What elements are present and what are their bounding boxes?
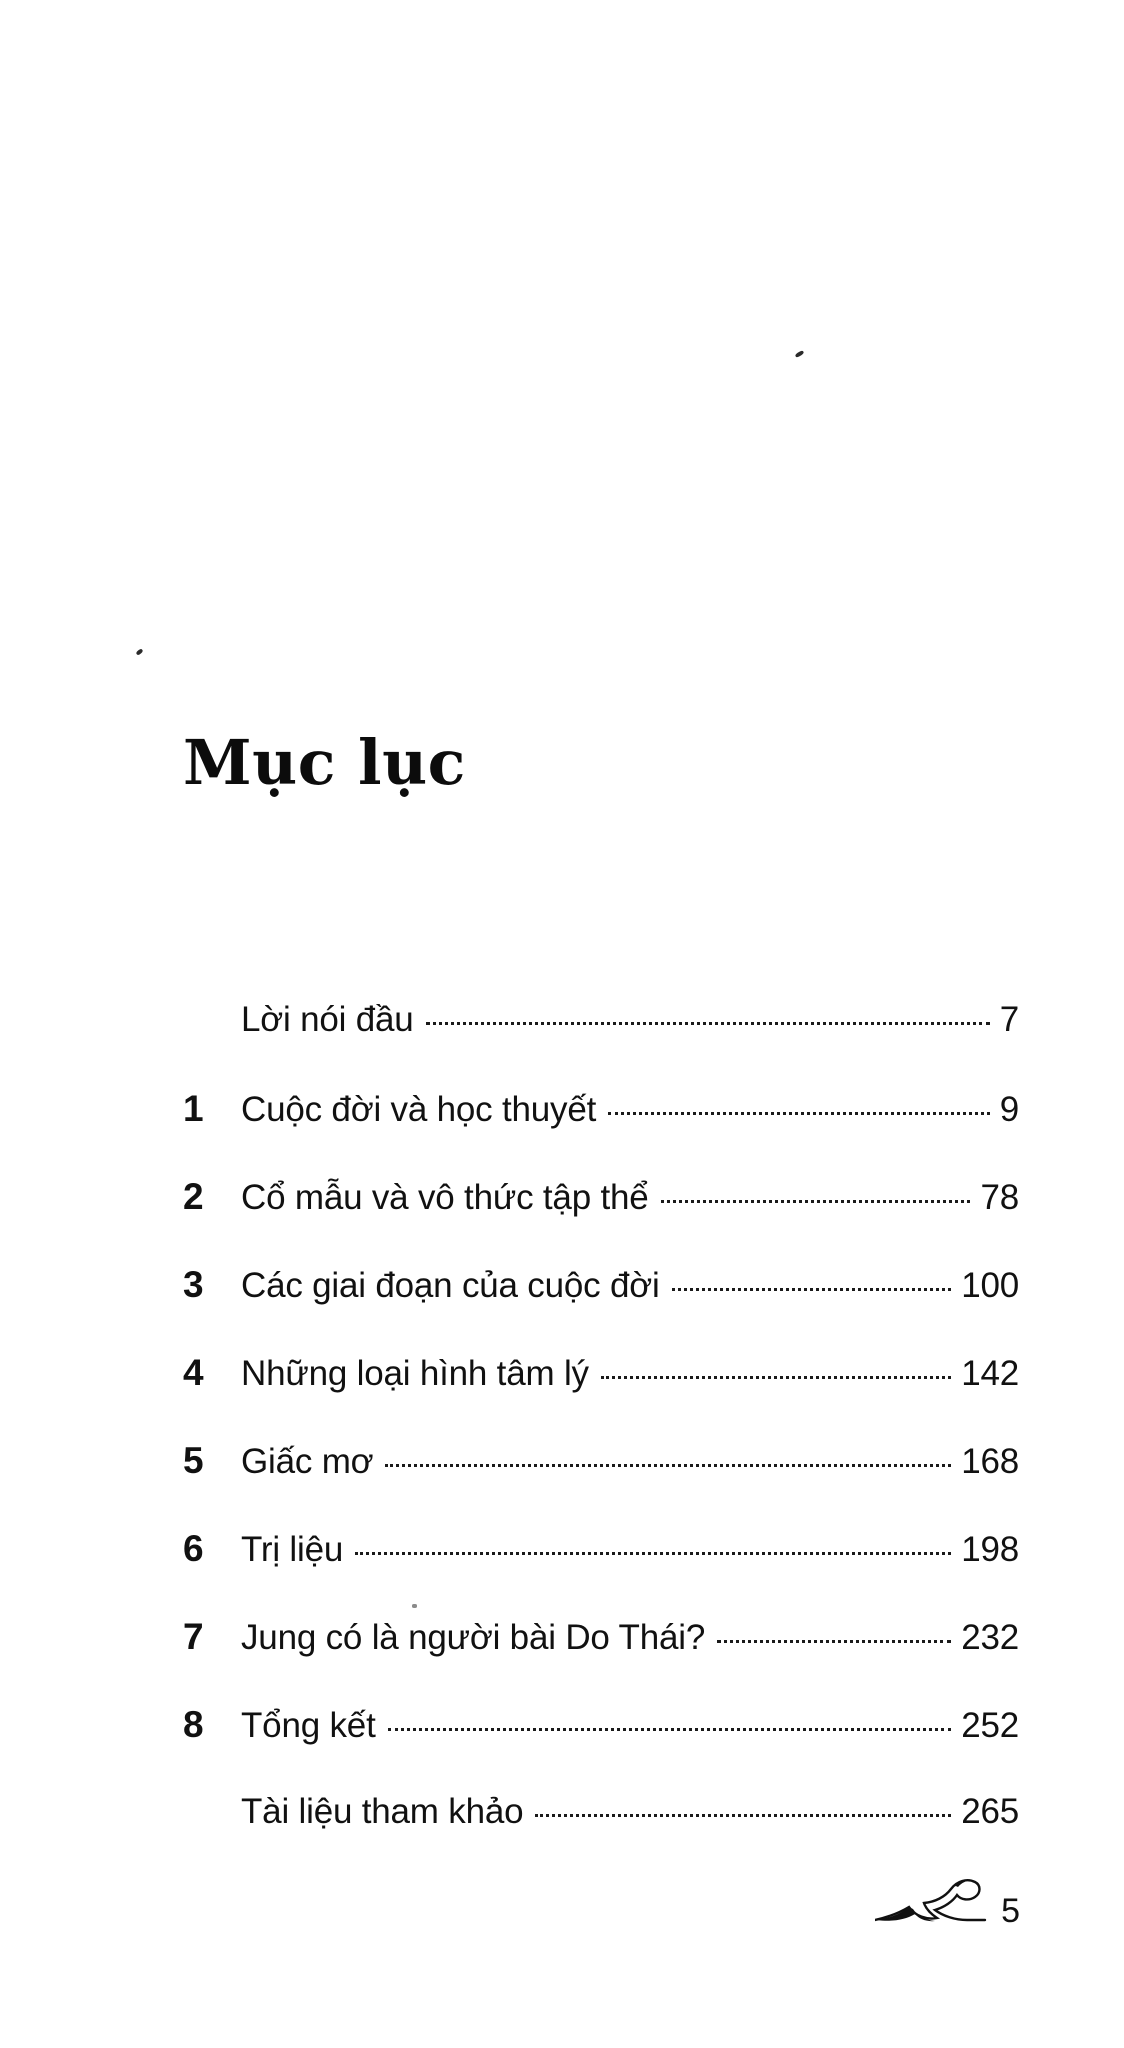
toc-entry-preface[interactable] (183, 1000, 1019, 1088)
toc-entry-page: 232 (961, 1618, 1019, 1657)
toc-entry-page: 78 (980, 1178, 1019, 1217)
page-footer (875, 1876, 1020, 1932)
toc-leader-dots (355, 1552, 951, 1555)
table-of-contents (183, 1000, 1019, 1880)
toc-entry-4[interactable] (183, 1352, 1019, 1440)
toc-entry-page: 168 (961, 1442, 1019, 1481)
toc-leader-dots (672, 1288, 952, 1291)
toc-entry-8[interactable] (183, 1704, 1019, 1792)
toc-entry-label: Cổ mẫu và vô thức tập thể (241, 1178, 649, 1217)
page-number: 5 (1001, 1892, 1020, 1930)
toc-entry-label: Trị liệu (241, 1530, 344, 1569)
toc-entry-number: 4 (183, 1352, 204, 1393)
toc-entry-number: 3 (183, 1264, 204, 1305)
toc-entry-5[interactable] (183, 1440, 1019, 1528)
toc-entry-page: 7 (999, 1000, 1019, 1039)
toc-entry-label: Những loại hình tâm lý (241, 1354, 589, 1393)
toc-entry-number: 2 (183, 1176, 204, 1217)
toc-entry-page: 100 (961, 1266, 1019, 1305)
toc-entry-2[interactable] (183, 1176, 1019, 1264)
toc-leader-dots (601, 1376, 951, 1379)
toc-entry-page: 252 (961, 1706, 1019, 1745)
toc-entry-number: 5 (183, 1440, 204, 1481)
toc-leader-dots (385, 1464, 951, 1467)
quill-flourish-icon (875, 1876, 993, 1932)
toc-entry-number: 7 (183, 1616, 204, 1657)
toc-entry-label: Tài liệu tham khảo (241, 1792, 524, 1831)
toc-entry-label: Tổng kết (241, 1706, 376, 1745)
toc-leader-dots (535, 1814, 951, 1817)
toc-entry-page: 142 (961, 1354, 1019, 1393)
toc-entry-1[interactable] (183, 1088, 1019, 1176)
toc-leader-dots (388, 1728, 952, 1731)
toc-entry-page: 9 (999, 1090, 1019, 1129)
toc-entry-3[interactable] (183, 1264, 1019, 1352)
toc-entry-label: Các giai đoạn của cuộc đời (241, 1266, 660, 1305)
toc-entry-page: 198 (961, 1530, 1019, 1569)
toc-leader-dots (608, 1112, 990, 1115)
toc-entry-label: Cuộc đời và học thuyết (241, 1090, 597, 1129)
toc-entry-number: 8 (183, 1704, 204, 1745)
toc-entry-number: 6 (183, 1528, 204, 1569)
toc-entry-7[interactable] (183, 1616, 1019, 1704)
ink-speck-top (795, 350, 805, 358)
page-title: Mục lục (183, 725, 466, 799)
ink-speck-left (136, 648, 144, 656)
toc-entry-6[interactable] (183, 1528, 1019, 1616)
toc-entry-references[interactable] (183, 1792, 1019, 1880)
toc-leader-dots (717, 1640, 951, 1643)
toc-entry-label: Jung có là người bài Do Thái? (241, 1618, 706, 1657)
toc-leader-dots (661, 1200, 971, 1203)
toc-entry-label: Lời nói đầu (241, 1000, 414, 1039)
toc-entry-page: 265 (961, 1792, 1019, 1831)
toc-leader-dots (426, 1022, 990, 1025)
toc-entry-number: 1 (183, 1088, 204, 1129)
toc-entry-label: Giấc mơ (241, 1442, 374, 1481)
